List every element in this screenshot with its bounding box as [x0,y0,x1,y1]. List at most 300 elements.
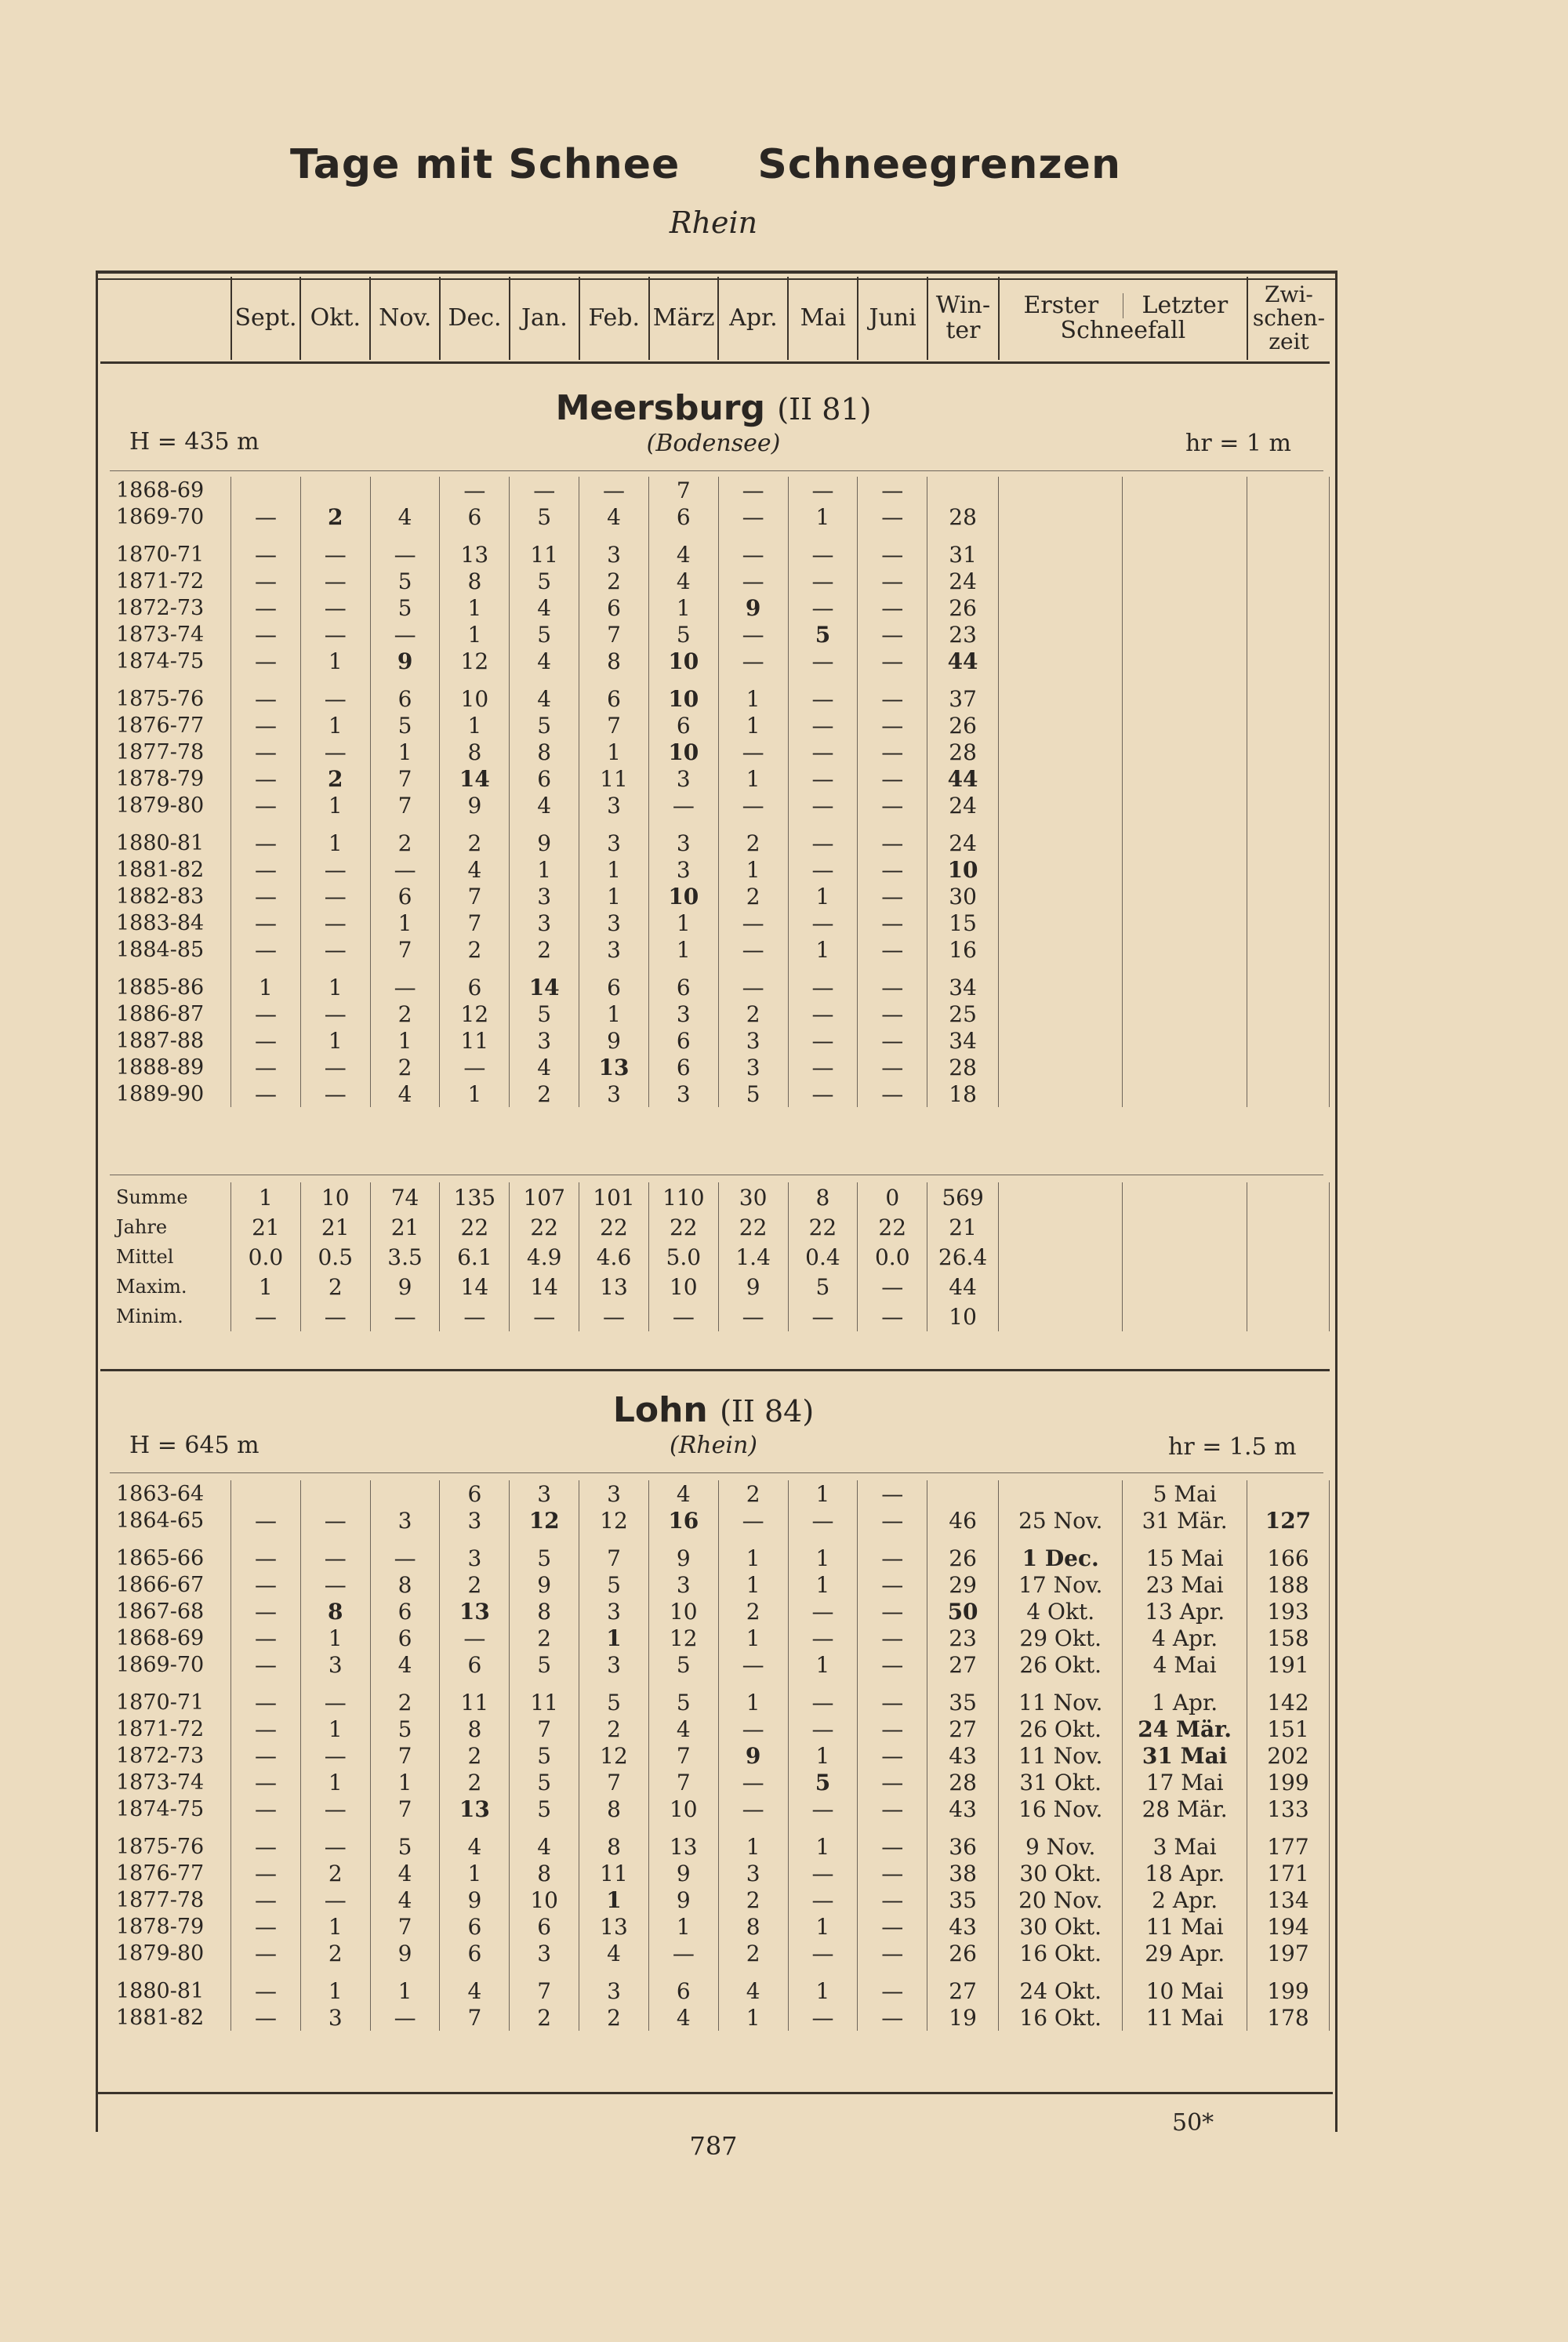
page-title [0,141,1411,188]
gap-cell [231,1534,301,1545]
value-cell: — [300,594,370,621]
value-cell: — [370,2004,440,2031]
value-cell: — [231,936,301,963]
value-cell: — [440,1054,510,1080]
year-cell: 1875-76 [116,686,205,711]
value-cell [1247,685,1329,712]
value-cell: — [858,1940,927,1966]
value-cell: 133 [1247,1796,1329,1822]
value-cell: — [300,739,370,765]
value-cell: 3 [510,910,579,936]
value-cell [300,1480,370,1507]
value-cell: — [858,1886,927,1913]
value-cell: 3 [510,883,579,910]
value-cell: — [858,477,927,503]
gap-cell [648,819,718,830]
value-cell: 9 [510,1571,579,1598]
value-cell: — [788,1598,858,1625]
year-cell: 1868-69 [116,477,205,503]
year-cell: 1877-78 [116,1887,205,1912]
value-cell: 2 [370,830,440,856]
value-cell: — [300,1571,370,1598]
summary-cell [998,1182,1122,1212]
table-row [100,1860,1330,1886]
value-cell: 1 [648,1913,718,1940]
value-cell: 6 [370,883,440,910]
value-cell [1123,1054,1247,1080]
value-cell: 5 [510,503,579,530]
value-cell: 5 [788,621,858,648]
gap-cell [440,530,510,541]
year-cell: 1874-75 [116,648,205,674]
value-cell: 2 [579,2004,649,2031]
value-cell: 28 [927,503,999,530]
value-cell: 1 [440,712,510,739]
value-cell: — [788,712,858,739]
value-cell [1247,856,1329,883]
value-cell [1247,974,1329,1000]
value-cell [998,712,1122,739]
value-cell: — [718,1651,788,1678]
station-height: H = 645 m [129,1432,260,1459]
summary-label: Mittel [116,1246,174,1268]
gap-cell [100,1534,231,1545]
value-cell [1123,648,1247,674]
summary-cell: 101 [579,1182,649,1212]
value-cell: — [858,2004,927,2031]
table-row [100,974,1330,1000]
value-cell: 25 [927,1000,999,1027]
year-cell: 1883-84 [116,910,205,935]
gap-cell [1247,1534,1329,1545]
value-cell: 13 [648,1833,718,1860]
value-cell [1123,594,1247,621]
value-cell [1247,477,1329,503]
value-cell: 23 [927,1625,999,1651]
value-cell: 1 Dec. [998,1545,1122,1571]
station-title [0,1390,1427,1430]
gap-cell [1123,819,1247,830]
station-table [100,477,1330,1107]
summary-cell: 5.0 [648,1242,718,1272]
value-cell: 7 [510,1977,579,2004]
value-cell: 6 [510,765,579,792]
station-name: Meersburg [555,388,765,428]
summary-cell: 0.0 [231,1242,301,1272]
gap-cell [718,1822,788,1833]
value-cell: 11 Mai [1123,1913,1247,1940]
gap-cell [510,1822,579,1833]
value-cell: — [788,739,858,765]
gap-cell [927,1966,999,1977]
value-cell: 12 [579,1507,649,1534]
value-cell: 27 [927,1977,999,2004]
table-row [100,1625,1330,1651]
value-cell: — [788,1080,858,1107]
gap-cell [718,674,788,685]
value-cell: — [231,568,301,594]
year-cell: 1865-66 [116,1545,205,1570]
summary-cell: 22 [718,1212,788,1242]
page-subtitle: Rhein [669,205,758,240]
value-cell [998,541,1122,568]
value-cell: 6 [440,503,510,530]
summary-cell: 44 [927,1272,999,1302]
value-cell: 9 [718,594,788,621]
value-cell: 46 [927,1507,999,1534]
value-cell: 31 Okt. [998,1769,1122,1796]
summary-cell [998,1242,1122,1272]
value-cell: — [579,477,649,503]
value-cell: — [231,1860,301,1886]
value-cell: — [718,648,788,674]
value-cell: 4 [440,856,510,883]
summary-row [100,1272,1330,1302]
summary-cell: 10 [648,1272,718,1302]
value-cell: 158 [1247,1625,1329,1651]
table-row [100,1769,1330,1796]
column-header [100,277,1330,360]
header-month: März [649,277,719,360]
summary-table [100,1182,1330,1331]
header-month: Nov. [370,277,440,360]
value-cell: 8 [510,1860,579,1886]
value-cell: 1 [440,594,510,621]
value-cell: — [858,830,927,856]
value-cell: 12 [440,648,510,674]
value-cell: 4 [718,1977,788,2004]
value-cell: 10 [648,1598,718,1625]
value-cell: 8 [440,568,510,594]
value-cell [998,974,1122,1000]
value-cell [998,1000,1122,1027]
gap-cell [1123,1678,1247,1689]
gap-cell [300,674,370,685]
gap-cell [231,530,301,541]
value-cell [1247,883,1329,910]
value-cell: — [788,1027,858,1054]
value-cell: — [858,1651,927,1678]
gap-cell [1247,530,1329,541]
summary-row [100,1182,1330,1212]
header-month: Sept. [231,277,301,360]
value-cell [1123,568,1247,594]
value-cell: — [231,1571,301,1598]
gap-cell [440,819,510,830]
value-cell: 8 [579,1796,649,1822]
value-cell: — [788,648,858,674]
table-row [100,1796,1330,1822]
value-cell: — [858,648,927,674]
value-cell: 43 [927,1742,999,1769]
gap-cell [998,1678,1122,1689]
summary-cell: 5 [788,1272,858,1302]
value-cell: 44 [927,765,999,792]
value-cell: — [300,1796,370,1822]
value-cell: — [718,1796,788,1822]
value-cell: 23 Mai [1123,1571,1247,1598]
value-cell: 11 Nov. [998,1742,1122,1769]
value-cell: — [231,1940,301,1966]
value-cell: — [231,2004,301,2031]
gap-cell [370,963,440,974]
summary-label: Jahre [116,1216,168,1238]
gap-cell [648,1822,718,1833]
value-cell: 7 [510,1716,579,1742]
value-cell: — [858,568,927,594]
value-cell: — [231,648,301,674]
summary-cell: 4.9 [510,1242,579,1272]
value-cell: 16 Okt. [998,2004,1122,2031]
value-cell: 12 [648,1625,718,1651]
value-cell: 1 [788,1571,858,1598]
gap-cell [300,1534,370,1545]
value-cell: — [231,1545,301,1571]
value-cell: 9 [510,830,579,856]
value-cell: 3 [648,1000,718,1027]
value-cell [927,477,999,503]
value-cell: 1 [718,685,788,712]
gap-cell [1247,1678,1329,1689]
summary-cell: — [718,1302,788,1331]
year-cell: 1881-82 [116,857,205,882]
value-cell: 30 Okt. [998,1913,1122,1940]
value-cell: 1 [718,1689,788,1716]
value-cell: 44 [927,648,999,674]
summary-cell [1123,1242,1247,1272]
summary-cell: 0 [858,1182,927,1212]
summary-cell: 2 [300,1272,370,1302]
summary-cell [1247,1212,1329,1242]
value-cell: — [231,856,301,883]
value-cell: 3 [579,1651,649,1678]
value-cell: 5 [648,621,718,648]
value-cell: 1 [788,936,858,963]
value-cell: 7 [370,792,440,819]
value-cell: 4 [648,1716,718,1742]
value-cell: — [858,1860,927,1886]
value-cell: — [231,739,301,765]
value-cell: — [788,1716,858,1742]
value-cell: 29 Apr. [1123,1940,1247,1966]
value-cell: — [231,883,301,910]
summary-cell: 9 [718,1272,788,1302]
value-cell [1123,936,1247,963]
value-cell: 30 Okt. [998,1860,1122,1886]
value-cell: 1 [440,1080,510,1107]
gap-cell [510,1678,579,1689]
summary-cell [1123,1182,1247,1212]
value-cell: 24 Mär. [1123,1716,1247,1742]
value-cell: 2 [718,1480,788,1507]
value-cell: 10 [648,1796,718,1822]
year-cell: 1880-81 [116,830,205,855]
table-row [100,1054,1330,1080]
value-cell: 13 [440,1598,510,1625]
value-cell: 2 [718,830,788,856]
gap-cell [370,530,440,541]
value-cell: 10 [648,883,718,910]
table-row [100,1716,1330,1742]
value-cell [1247,792,1329,819]
station-title [0,388,1427,428]
value-cell: 2 [510,2004,579,2031]
value-cell: — [231,1796,301,1822]
table-row [100,1545,1330,1571]
value-cell: 6 [370,685,440,712]
value-cell: 24 [927,568,999,594]
value-cell [998,792,1122,819]
value-cell: 5 [510,568,579,594]
value-cell: 1 [510,856,579,883]
value-cell: — [858,503,927,530]
value-cell: 34 [927,974,999,1000]
summary-cell: 74 [370,1182,440,1212]
value-cell: 15 Mai [1123,1545,1247,1571]
value-cell: — [231,1886,301,1913]
value-cell: 8 [300,1598,370,1625]
value-cell: 6 [370,1625,440,1651]
value-cell [370,477,440,503]
gap-cell [100,963,231,974]
value-cell: — [300,1000,370,1027]
table-row [100,621,1330,648]
value-cell: 1 [788,1742,858,1769]
value-cell: — [231,830,301,856]
value-cell: 2 Apr. [1123,1886,1247,1913]
value-cell [998,648,1122,674]
value-cell: — [300,883,370,910]
value-cell: 142 [1247,1689,1329,1716]
gap-cell [370,819,440,830]
value-cell: — [788,1000,858,1027]
table-row [100,1886,1330,1913]
value-cell: 7 [370,1796,440,1822]
value-cell: 7 [648,1769,718,1796]
value-cell: — [858,1545,927,1571]
year-cell: 1875-76 [116,1834,205,1859]
station-hr: hr = 1.5 m [1168,1433,1297,1461]
value-cell: 26 Okt. [998,1651,1122,1678]
table-row [100,1507,1330,1534]
summary-cell: 10 [300,1182,370,1212]
value-cell: 9 [440,792,510,819]
value-cell [1247,541,1329,568]
value-cell: 202 [1247,1742,1329,1769]
value-cell: — [231,541,301,568]
value-cell: 16 [927,936,999,963]
value-cell: 8 [510,1598,579,1625]
summary-cell: 22 [788,1212,858,1242]
value-cell: 3 [510,1940,579,1966]
gap-cell [510,530,579,541]
value-cell: 2 [510,1625,579,1651]
value-cell: 1 [370,910,440,936]
value-cell: — [300,568,370,594]
gap-cell [1247,819,1329,830]
value-cell: 2 [718,1886,788,1913]
gap-cell [718,963,788,974]
value-cell: 191 [1247,1651,1329,1678]
gap-cell [300,1678,370,1689]
summary-cell: 22 [858,1212,927,1242]
value-cell: — [231,1833,301,1860]
value-cell: 1 [231,974,301,1000]
value-cell: 16 Okt. [998,1940,1122,1966]
value-cell: 1 [648,594,718,621]
value-cell: 6 [648,1054,718,1080]
summary-cell: — [300,1302,370,1331]
summary-cell [1247,1272,1329,1302]
value-cell: — [231,1000,301,1027]
value-cell: 12 [510,1507,579,1534]
value-cell: 7 [370,936,440,963]
gap-cell [1123,530,1247,541]
summary-cell: — [788,1302,858,1331]
value-cell [231,477,301,503]
summary-cell [1123,1302,1247,1331]
value-cell: 171 [1247,1860,1329,1886]
table-row [100,685,1330,712]
value-cell: — [300,1080,370,1107]
value-cell [998,739,1122,765]
value-cell: 4 Okt. [998,1598,1122,1625]
value-cell: 2 [300,1940,370,1966]
value-cell [1123,712,1247,739]
header-month: Jan. [510,277,579,360]
year-cell: 1873-74 [116,622,205,647]
value-cell: 2 [440,1742,510,1769]
year-cell: 1884-85 [116,937,205,962]
value-cell: — [231,910,301,936]
value-cell: — [858,1507,927,1534]
value-cell: 2 [300,1860,370,1886]
gap-cell [579,1966,649,1977]
value-cell: 1 [300,1913,370,1940]
year-cell: 1880-81 [116,1978,205,2003]
gap-cell [300,1822,370,1833]
value-cell: 2 [510,1080,579,1107]
value-cell: 6 [648,1027,718,1054]
summary-cell: 22 [440,1212,510,1242]
gap-cell [648,1678,718,1689]
value-cell: — [300,541,370,568]
value-cell: 12 [579,1742,649,1769]
value-cell: — [858,936,927,963]
value-cell: 5 [510,1651,579,1678]
gap-cell [648,963,718,974]
station-divider [110,470,1323,471]
value-cell: 43 [927,1913,999,1940]
value-cell: 1 [300,974,370,1000]
value-cell: 27 [927,1651,999,1678]
value-cell: 4 [648,1480,718,1507]
summary-cell: — [231,1302,301,1331]
summary-label: Summe [116,1186,188,1208]
value-cell: 19 [927,2004,999,2031]
value-cell [1247,936,1329,963]
value-cell: — [231,1977,301,2004]
value-cell: 5 [510,1796,579,1822]
value-cell: 1 [788,503,858,530]
value-cell: 4 [440,1833,510,1860]
summary-cell: 21 [927,1212,999,1242]
value-cell: 13 [440,541,510,568]
gap-cell [788,1822,858,1833]
year-cell: 1889-90 [116,1081,205,1106]
value-cell: 7 [648,477,718,503]
value-cell: 9 [370,1940,440,1966]
